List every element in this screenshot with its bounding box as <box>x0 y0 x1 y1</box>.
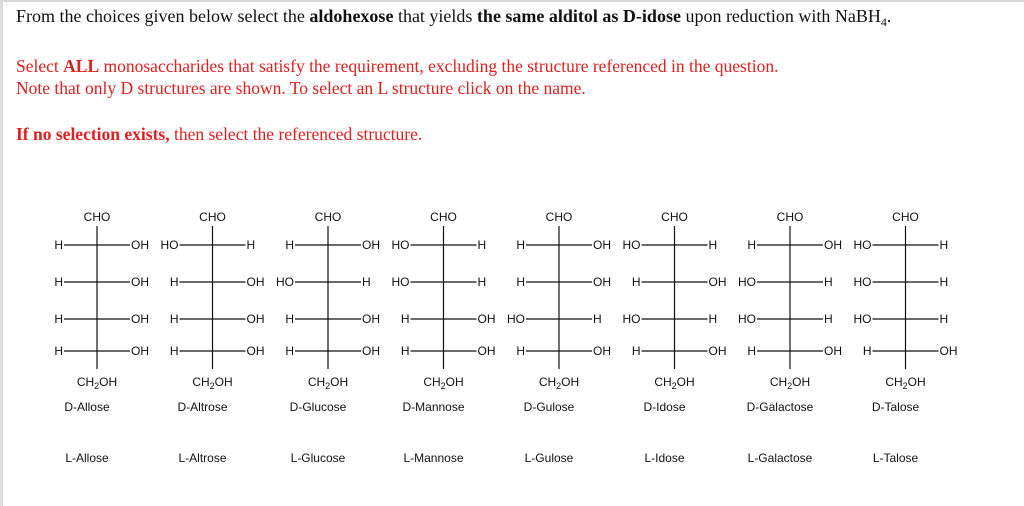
sugar-4-right-substituent: H <box>477 275 487 289</box>
sugar-6-right-substituent: OH <box>708 344 727 358</box>
sugar-6-right-substituent: H <box>708 312 718 326</box>
sugar-3-right-substituent: OH <box>362 344 380 358</box>
sugar-8-right-substituent: H <box>939 275 949 289</box>
sugar-8-d-name[interactable]: D-Talose <box>871 400 920 414</box>
sugar-4-left-substituent: HO <box>391 275 410 289</box>
sugar-6-left-substituent: H <box>631 344 641 358</box>
sugar-6-d-name[interactable]: D-Idose <box>643 400 686 414</box>
sugar-4-left-substituent: H <box>400 344 410 358</box>
sugar-4-d-name[interactable]: D-Mannose <box>402 400 465 414</box>
sugar-7-right-substituent: H <box>824 275 833 289</box>
sugar-4-right-substituent: OH <box>477 312 496 326</box>
sugar-8-left-substituent: H <box>862 344 872 358</box>
sugar-3-right-substituent: H <box>362 275 371 289</box>
sugar-3-left-substituent: H <box>285 238 294 252</box>
sugar-7-ch2oh-label: $CH_2OH$ <box>769 375 811 391</box>
sugar-1-left-substituent: H <box>54 312 63 326</box>
sugar-2-left-substituent: HO <box>160 238 179 252</box>
sugar-3-ch2oh-label: $CH_2OH$ <box>307 375 349 391</box>
question-same-alditol: the same alditol as D-idose <box>476 6 681 26</box>
no-selection-rest: then select the referenced structure. <box>169 124 423 144</box>
sugar-6-right-substituent: OH <box>708 275 727 289</box>
sugar-2-ch2oh-label: $CH_2OH$ <box>192 375 233 391</box>
sugar-7-l-name[interactable]: L-Galactose <box>747 451 813 465</box>
sugar-4-right-substituent: OH <box>477 344 496 358</box>
sugar-3-left-substituent: HO <box>276 275 294 289</box>
sugar-3-cho-label: CHO <box>314 210 342 224</box>
fischer-structures <box>0 195 1024 475</box>
sugar-4-right-substituent: H <box>477 238 487 252</box>
sugar-4-l-name[interactable]: L-Mannose <box>403 451 464 465</box>
question-prefix: From the choices given below select the <box>16 6 310 26</box>
sugar-2-right-substituent: OH <box>246 312 265 326</box>
sugar-2-left-substituent: H <box>169 344 179 358</box>
sugar-3-left-substituent: H <box>285 344 294 358</box>
sugar-2-l-name[interactable]: L-Altrose <box>178 451 227 465</box>
sugar-6-left-substituent: HO <box>622 238 641 252</box>
sugar-2-d-name[interactable]: D-Altrose <box>177 400 228 414</box>
top-border <box>0 0 1024 2</box>
sugar-7-d-name[interactable]: D-Galactose <box>746 400 814 414</box>
sugar-7-left-substituent: H <box>747 344 756 358</box>
sugar-1-left-substituent: H <box>54 344 63 358</box>
sugar-5-d-name[interactable]: D-Gulose <box>523 400 575 414</box>
sugar-7-left-substituent: H <box>747 238 756 252</box>
question-aldohexose: aldohexose <box>309 6 394 26</box>
sugar-2-left-substituent: H <box>169 312 179 326</box>
sugar-5-right-substituent: H <box>593 312 602 326</box>
question-text <box>16 6 891 27</box>
question-suffix: upon reduction with NaBH <box>680 6 881 26</box>
sugar-8-right-substituent: OH <box>939 344 958 358</box>
sugar-4-left-substituent: HO <box>391 238 410 252</box>
sugar-6-ch2oh-label: $CH_2OH$ <box>654 375 695 391</box>
sugar-1-right-substituent: OH <box>131 275 149 289</box>
sugar-5-left-substituent: HO <box>507 312 525 326</box>
sugar-5-left-substituent: H <box>516 238 525 252</box>
sugar-8-ch2oh-label: $CH_2OH$ <box>885 375 926 391</box>
sugar-6-left-substituent: HO <box>622 312 641 326</box>
sugar-1-right-substituent: OH <box>131 238 149 252</box>
sugar-2-right-substituent: OH <box>246 275 265 289</box>
sugar-8-l-name[interactable]: L-Talose <box>872 451 919 465</box>
sugar-3-l-name[interactable]: L-Glucose <box>290 451 346 465</box>
sugar-8-left-substituent: HO <box>853 238 872 252</box>
sugar-1-l-name[interactable]: L-Allose <box>65 451 109 465</box>
question-mid: that yields <box>393 6 477 26</box>
sugar-5-left-substituent: H <box>516 275 525 289</box>
sugar-5-right-substituent: OH <box>593 344 611 358</box>
sugar-1-right-substituent: OH <box>131 312 149 326</box>
sugar-1-right-substituent: OH <box>131 344 149 358</box>
sugar-3-right-substituent: OH <box>362 238 380 252</box>
sugar-4-left-substituent: H <box>400 312 410 326</box>
sugar-7-right-substituent: H <box>824 312 833 326</box>
sugar-2-right-substituent: OH <box>246 344 265 358</box>
no-selection-instruction <box>16 124 422 145</box>
sugar-7-right-substituent: OH <box>824 344 842 358</box>
sugar-5-cho-label: CHO <box>545 210 573 224</box>
sugar-6-cho-label: CHO <box>661 210 688 224</box>
sugar-7-right-substituent: OH <box>824 238 842 252</box>
sugar-1-cho-label: CHO <box>83 210 111 224</box>
sugar-4-ch2oh-label: $CH_2OH$ <box>423 375 464 391</box>
sugar-8-cho-label: CHO <box>892 210 919 224</box>
sugar-2-left-substituent: H <box>169 275 179 289</box>
sugar-7-left-substituent: HO <box>738 275 756 289</box>
sugar-8-right-substituent: H <box>939 312 949 326</box>
sugar-5-l-name[interactable]: L-Gulose <box>524 451 574 465</box>
select-prefix: Select <box>16 56 64 76</box>
sugar-7-left-substituent: HO <box>738 312 756 326</box>
sugar-3-left-substituent: H <box>285 312 294 326</box>
sugar-5-right-substituent: OH <box>593 238 611 252</box>
select-instruction <box>16 56 778 76</box>
sugar-8-left-substituent: HO <box>853 312 872 326</box>
sugar-8-left-substituent: HO <box>853 275 872 289</box>
question-end: . <box>886 6 892 26</box>
sugar-2-cho-label: CHO <box>199 210 226 224</box>
sugar-5-left-substituent: H <box>516 344 525 358</box>
no-selection-bold: If no selection exists, <box>16 124 170 144</box>
sugar-6-right-substituent: H <box>708 238 718 252</box>
sugar-6-l-name[interactable]: L-Idose <box>644 451 685 465</box>
sugar-3-right-substituent: OH <box>362 312 380 326</box>
sugar-2-right-substituent: H <box>246 238 256 252</box>
sugar-3-d-name[interactable]: D-Glucose <box>289 400 347 414</box>
sugar-6-left-substituent: H <box>631 275 641 289</box>
sugar-1-d-name[interactable]: D-Allose <box>64 400 110 414</box>
sugar-4-cho-label: CHO <box>430 210 457 224</box>
note-instruction: Note that only D structures are shown. To select an L structure click on the name. <box>16 78 586 98</box>
question-subscript: 4 <box>880 15 887 29</box>
select-suffix: monosaccharides that satisfy the requirement, excluding the structure referenced in the question. <box>99 56 779 76</box>
sugar-5-ch2oh-label: $CH_2OH$ <box>538 375 580 391</box>
sugar-1-left-substituent: H <box>54 275 63 289</box>
select-all: ALL <box>63 56 100 76</box>
sugar-7-cho-label: CHO <box>776 210 804 224</box>
sugar-1-left-substituent: H <box>54 238 63 252</box>
sugar-5-right-substituent: OH <box>593 275 611 289</box>
sugar-1-ch2oh-label: $CH_2OH$ <box>76 375 118 391</box>
sugar-8-right-substituent: H <box>939 238 949 252</box>
